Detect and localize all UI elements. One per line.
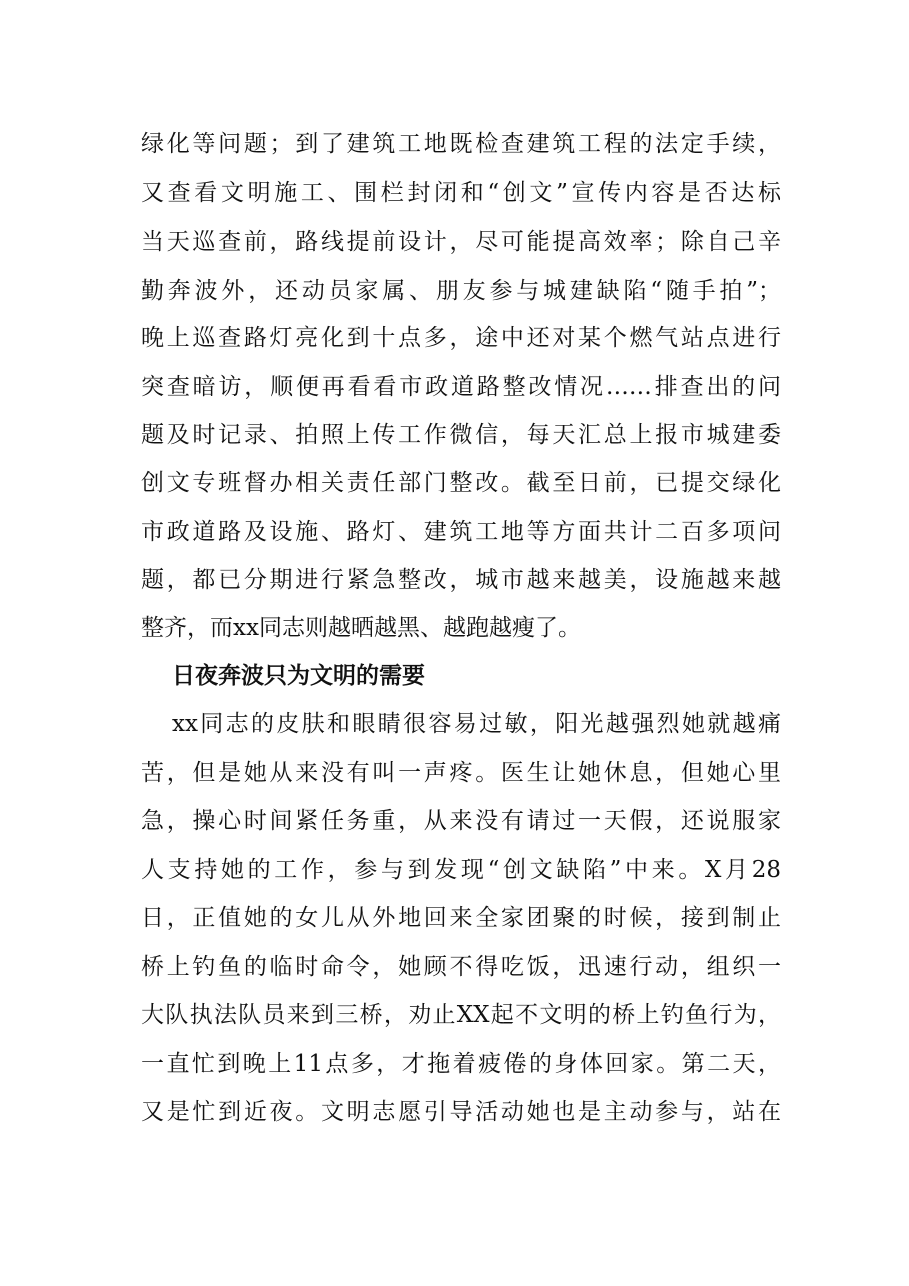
paragraph-2-line-2: 苦，但是她从来没有叫一声疼。医生让她休息，但她心里 bbox=[141, 760, 781, 786]
paragraph-2-line-6: 桥上钓鱼的临时命令，她顾不得吃饭，迅速行动，组织一 bbox=[141, 954, 781, 980]
paragraph-1-line-1: 绿化等问题；到了建筑工地既检查建筑工程的法定手续， bbox=[141, 131, 781, 157]
paragraph-1-line-3: 当天巡查前，路线提前设计，尽可能提高效率；除自己辛 bbox=[141, 229, 781, 255]
paragraph-1-line-7: 题及时记录、拍照上传工作微信，每天汇总上报市城建委 bbox=[141, 422, 781, 448]
paragraph-2-line-3: 急，操心时间紧任务重，从来没有请过一天假，还说服家 bbox=[141, 808, 781, 834]
paragraph-2-line-4: 人支持她的工作，参与到发现“创文缺陷”中来。X月28 bbox=[141, 857, 781, 883]
paragraph-1-line-2: 又查看文明施工、围栏封闭和“创文”宣传内容是否达标 bbox=[141, 180, 781, 206]
paragraph-1-line-6: 突查暗访，顺便再看看市政道路整改情况……排查出的问 bbox=[141, 374, 781, 400]
section-heading: 日夜奔波只为文明的需要 bbox=[172, 662, 425, 689]
paragraph-1-line-8: 创文专班督办相关责任部门整改。截至日前，已提交绿化 bbox=[141, 470, 781, 496]
paragraph-2-line-9: 又是忙到近夜。文明志愿引导活动她也是主动参与，站在 bbox=[141, 1099, 781, 1125]
paragraph-1-line-5: 晚上巡查路灯亮化到十点多，途中还对某个燃气站点进行 bbox=[141, 325, 781, 351]
paragraph-2-line-1: xx同志的皮肤和眼睛很容易过敏，阳光越强烈她就越痛 bbox=[172, 711, 781, 737]
paragraph-1-line-9: 市政道路及设施、路灯、建筑工地等方面共计二百多项问 bbox=[141, 519, 781, 545]
paragraph-2-line-8: 一直忙到晚上11点多，才拖着疲倦的身体回家。第二天， bbox=[141, 1051, 781, 1077]
paragraph-1-line-10: 题，都已分期进行紧急整改，城市越来越美，设施越来越 bbox=[141, 567, 781, 593]
paragraph-1-line-11: 整齐，而xx同志则越晒越黑、越跑越瘦了。 bbox=[141, 615, 581, 641]
paragraph-2-line-7: 大队执法队员来到三桥，劝止XX起不文明的桥上钓鱼行为， bbox=[141, 1002, 781, 1028]
paragraph-2-line-5: 日，正值她的女儿从外地回来全家团聚的时候，接到制止 bbox=[141, 905, 781, 931]
paragraph-1-line-4: 勤奔波外，还动员家属、朋友参与城建缺陷“随手拍”； bbox=[141, 278, 781, 304]
